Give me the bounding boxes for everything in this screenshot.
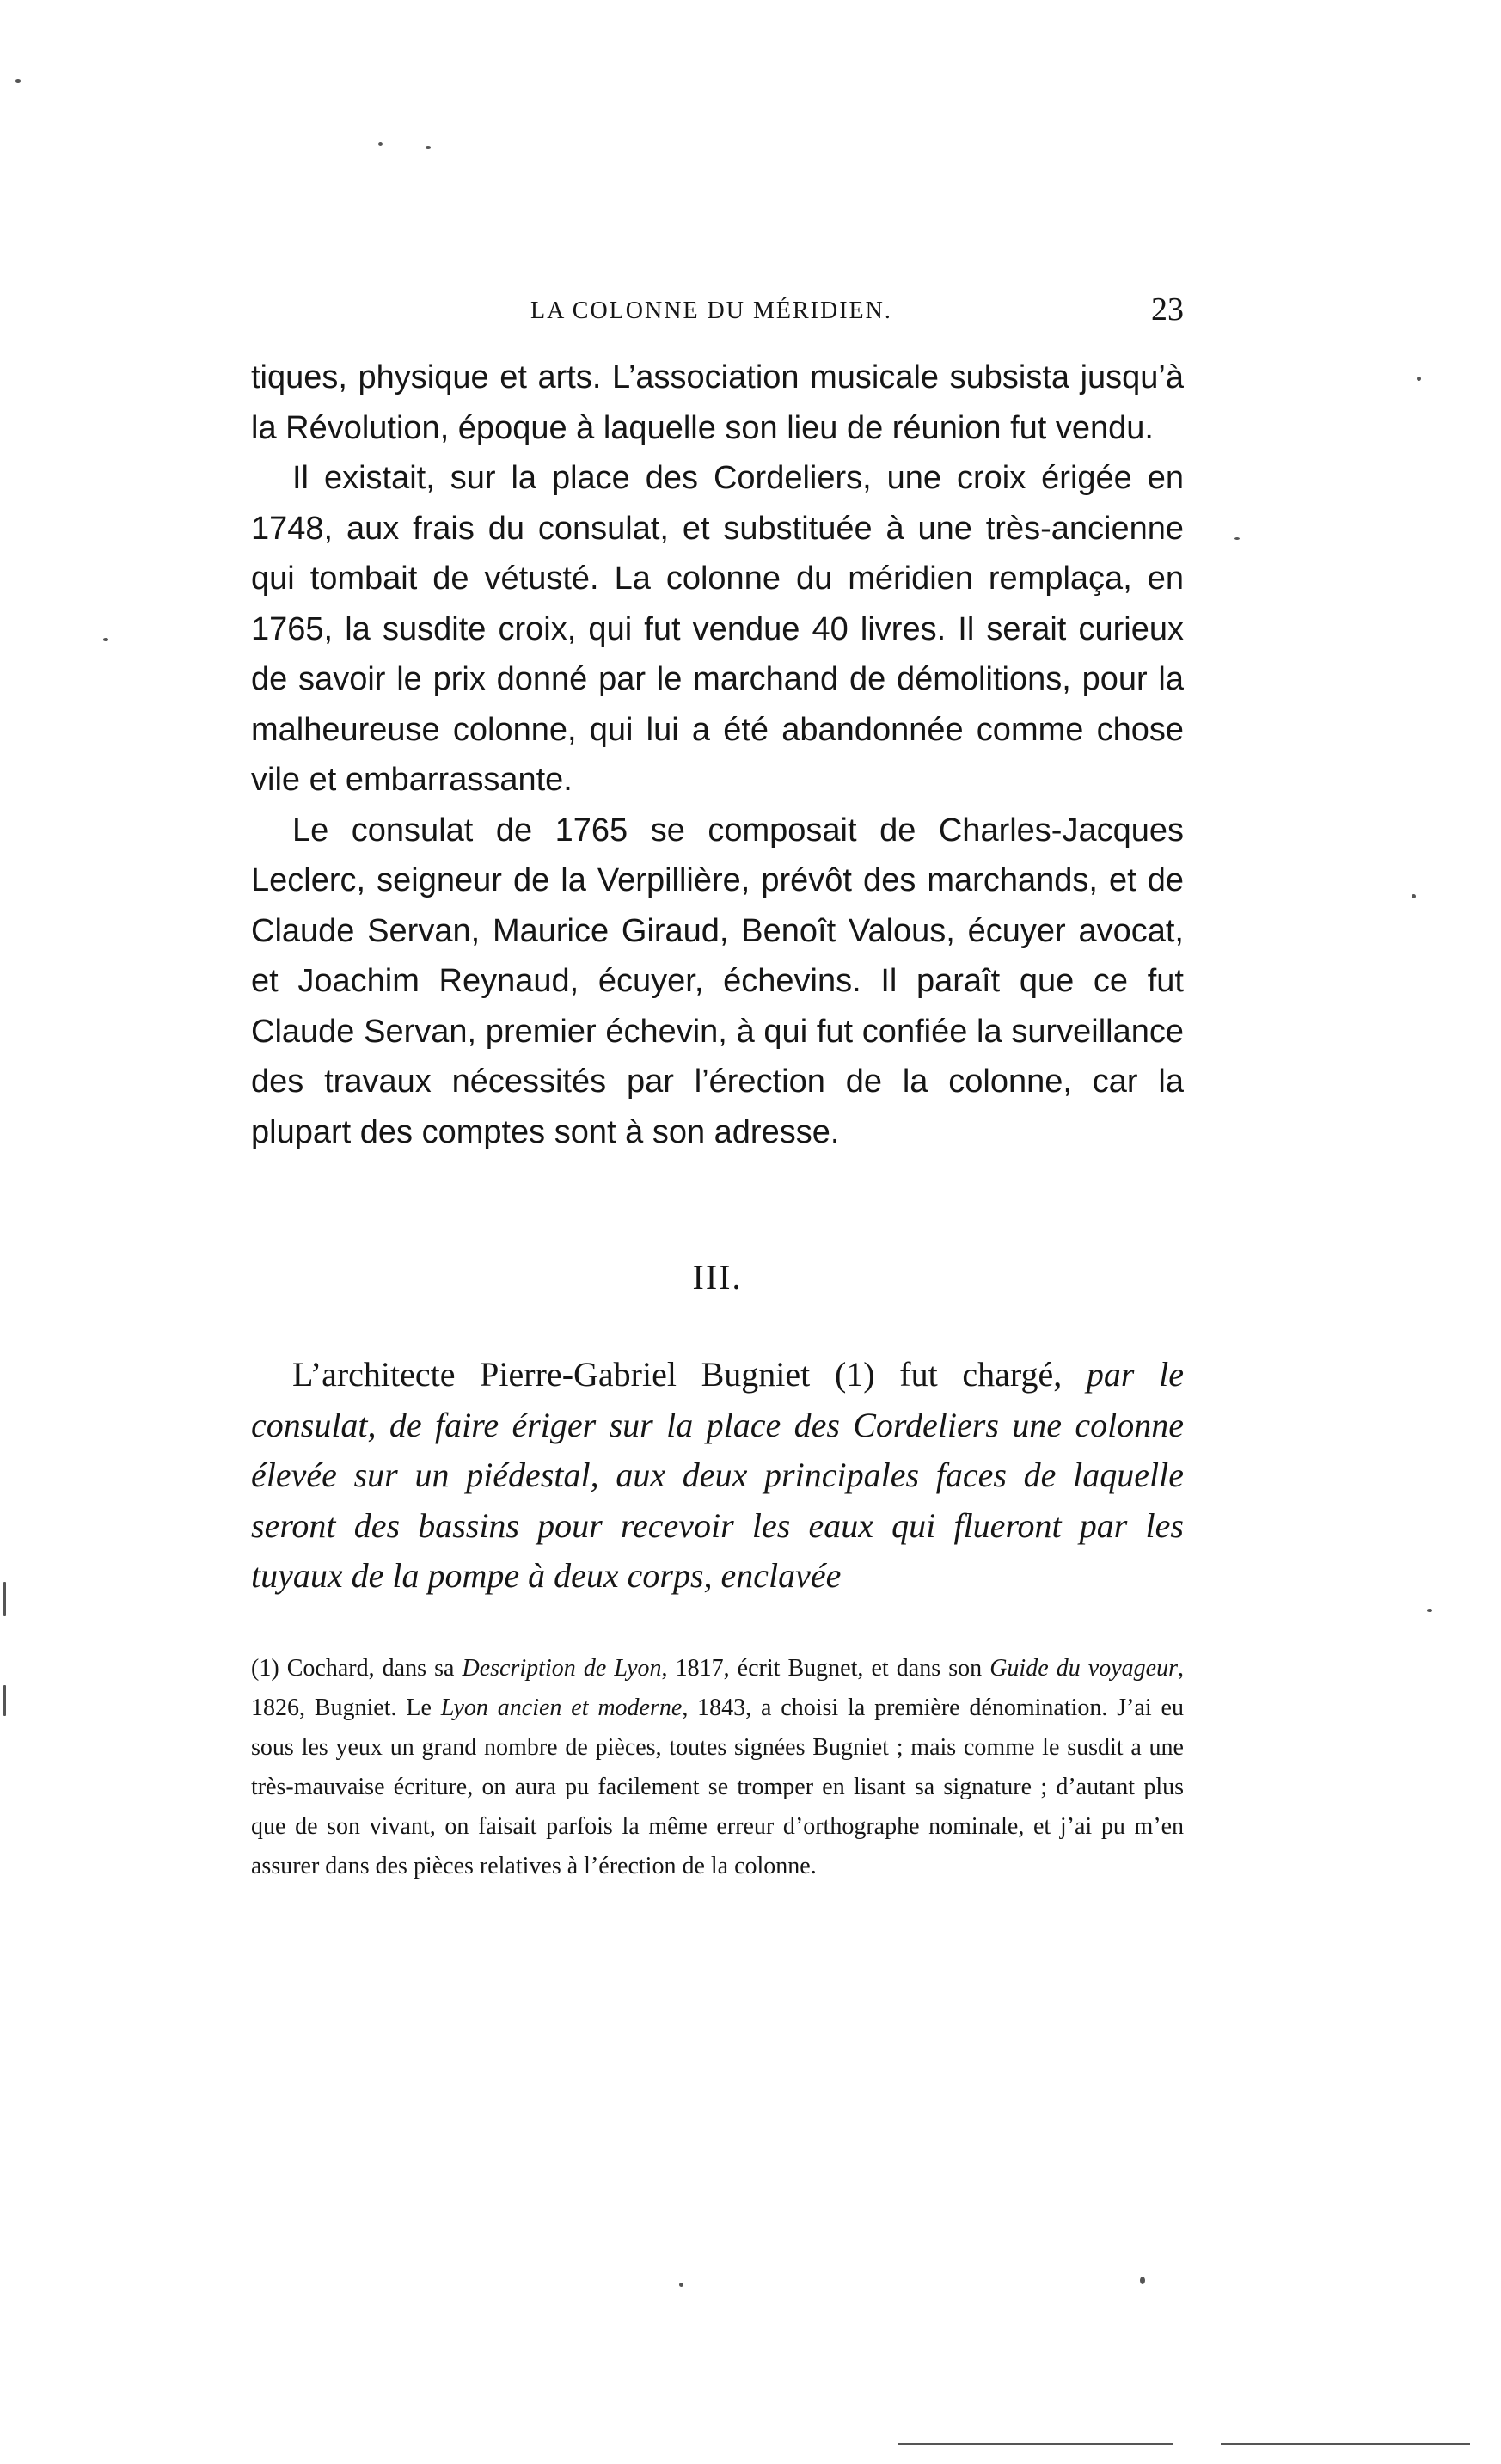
main-text [251, 352, 1184, 1157]
section-intro: L’architecte Pierre-Gabriel Bugniet (1) fut chargé, [292, 1355, 1087, 1394]
scan-speck [898, 2443, 1173, 2445]
footnote-segment: (1) Cochard, dans sa [251, 1655, 463, 1682]
page-number: 23 [1151, 291, 1184, 328]
scan-speck [378, 142, 383, 146]
scan-speck [1417, 377, 1421, 381]
paragraph: Il existait, sur la place des Cordeliers, une croix érigée en 1748, aux frais du consulat, et substituée à une très-ancienne qui tombait de vétusté. La colonne du méridien remplaça, en 1765, la susdite croix, qui fut vendue 40 livres. Il serait curieux de savoir le prix donné par le marchand de démolitions, pour la malheureuse colonne, qui lui a été abandonnée comme chose vile et embarrassante. [251, 460, 1184, 798]
scan-speck [1427, 1609, 1432, 1612]
paragraph: tiques, physique et arts. L’association musicale subsista jusqu’à la Révolution, époque à laquelle son lieu de réunion fut vendu. [251, 359, 1184, 446]
scan-speck [426, 146, 431, 149]
scan-speck [1234, 537, 1240, 540]
scan-speck [1221, 2443, 1470, 2445]
footnote-segment: , 1826, Bugniet. Le [251, 1655, 1184, 1721]
page-header [251, 291, 1184, 342]
scan-speck [3, 1685, 6, 1716]
footnote-segment: , 1817, écrit Bugnet, et dans son [661, 1655, 990, 1682]
scan-speck [103, 638, 108, 641]
scan-speck [1140, 2277, 1145, 2284]
paragraph: Le consulat de 1765 se composait de Charles-Jacques Leclerc, seigneur de la Verpillière, prévôt des marchands, et de Claude Servan, Maurice Giraud, Benoît Valous, écuyer avocat, et Joachim Reynaud, écuyer, échevins. Il paraît que ce fut Claude Servan, premier échevin, à qui fut confiée la surveillance des travaux nécessités par l’érection de la colonne, car la plupart des comptes sont à son adresse. [251, 812, 1184, 1150]
scan-speck [15, 79, 21, 83]
footnote-title: Lyon ancien et moderne [440, 1695, 683, 1721]
running-title: LA COLONNE DU MÉRIDIEN. [530, 297, 892, 324]
footnote-segment: , 1843, a choisi la première dénomination. J’ai eu sous les yeux un grand nombre de pièces, toutes signées Bugniet ; mais comme le susdit a une très-mauvaise écriture, on aura pu facilement se tromper en lisant sa signature ; d’autant plus que de son vivant, on faisait parfois la même erreur d’orthographe nominale, et j’ai pu m’en assurer dans des pièces relatives à l’érection de la colonne. [251, 1695, 1184, 1879]
section-quote: par le consulat, de faire ériger sur la place des Cordeliers une colonne élevée sur un piédestal, aux deux principales faces de laquelle seront des bassins pour recevoir les eaux qui flueront par les tuyaux de la pompe à deux corps, enclavée [251, 1355, 1185, 1595]
section-heading: III. [692, 1258, 743, 1296]
footnote-title: Description de Lyon [462, 1655, 662, 1682]
footnote [251, 1649, 1184, 1886]
section-text [251, 1350, 1184, 1602]
paragraph [251, 1350, 1184, 1602]
scan-speck [679, 2283, 683, 2287]
footnote-text [251, 1649, 1184, 1886]
scan-speck [1412, 894, 1416, 898]
footnote-title: Guide du voyageur [989, 1655, 1178, 1682]
scan-speck [3, 1582, 6, 1616]
